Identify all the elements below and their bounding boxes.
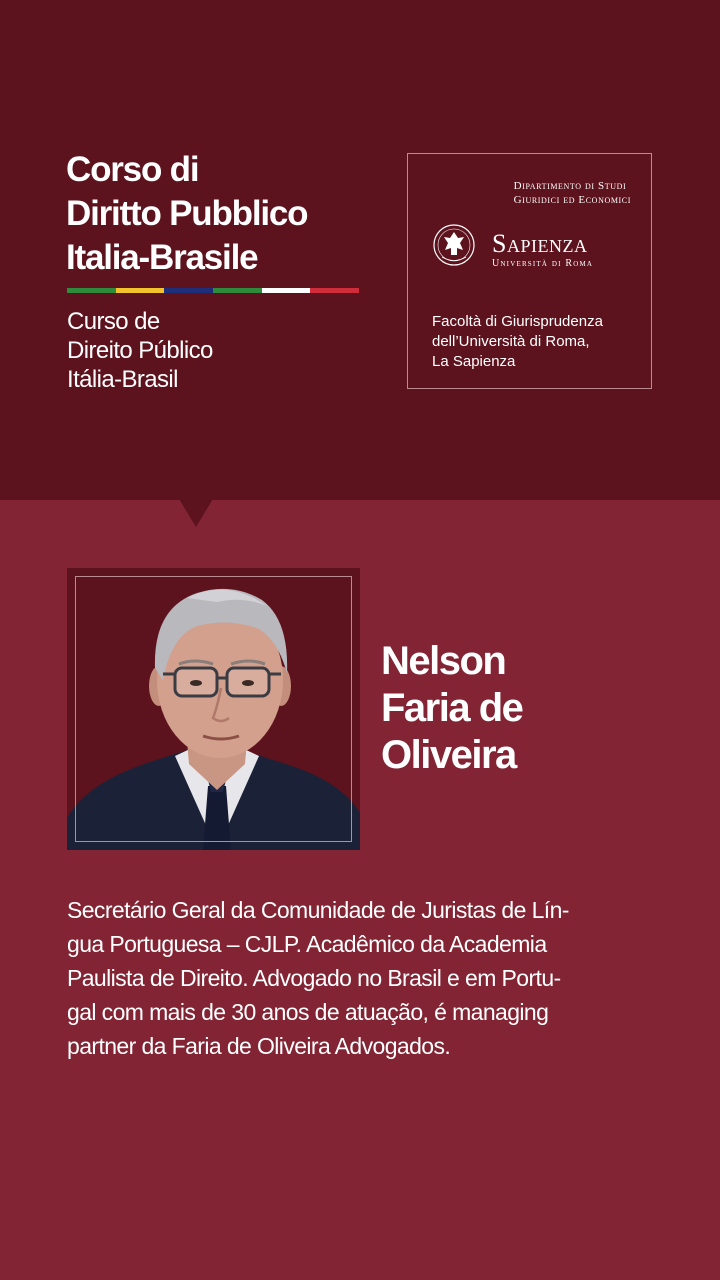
flag-segment-red <box>310 288 359 293</box>
course-title-italian <box>66 148 307 280</box>
university-subtitle: Università di Roma <box>492 258 594 269</box>
course-title-portuguese <box>67 307 213 394</box>
name-line: Nelson <box>381 639 506 683</box>
title-pt-line: Curso de <box>67 308 160 335</box>
bio-line: partner da Faria de Oliveira Advogados. <box>67 1033 451 1059</box>
speaker-photo <box>67 568 360 850</box>
faculty-line: La Sapienza <box>432 353 516 370</box>
speaker-bio <box>67 893 652 1063</box>
faculty-line: dell’Università di Roma, <box>432 333 590 350</box>
title-pt-line: Direito Público <box>67 337 213 364</box>
title-it-line: Diritto Pubblico <box>66 194 308 233</box>
flag-color-bar <box>67 288 359 293</box>
flag-segment-blue <box>164 288 213 293</box>
photo-frame <box>75 576 352 842</box>
department-name <box>514 179 631 207</box>
flag-segment-yellow <box>116 288 165 293</box>
pointer-triangle <box>179 499 213 527</box>
bio-line: gal com mais de 30 anos de atuação, é managing <box>67 999 549 1025</box>
flag-segment-green <box>213 288 262 293</box>
flag-segment-green <box>67 288 116 293</box>
department-line: Giuridici ed Economici <box>513 194 631 206</box>
faculty-name <box>432 312 603 372</box>
speaker-name <box>381 638 522 779</box>
sapienza-seal-icon <box>432 220 476 270</box>
title-pt-line: Itália-Brasil <box>67 366 178 393</box>
bio-line: gua Portuguesa – CJLP. Acadêmico da Academia <box>67 931 547 957</box>
faculty-line: Facoltà di Giurisprudenza <box>432 313 603 330</box>
bio-line: Secretário Geral da Comunidade de Juristas de Lín- <box>67 897 569 923</box>
name-line: Oliveira <box>381 733 516 777</box>
university-name: Sapienza <box>492 229 588 258</box>
university-logo-box <box>407 153 652 389</box>
bio-line: Paulista de Direito. Advogado no Brasil e em Portu- <box>67 965 561 991</box>
title-it-line: Corso di <box>66 150 199 189</box>
department-line: Dipartimento di Studi <box>513 180 627 192</box>
flag-segment-white <box>262 288 311 293</box>
name-line: Faria de <box>381 686 523 730</box>
title-it-line: Italia-Brasile <box>66 238 258 277</box>
